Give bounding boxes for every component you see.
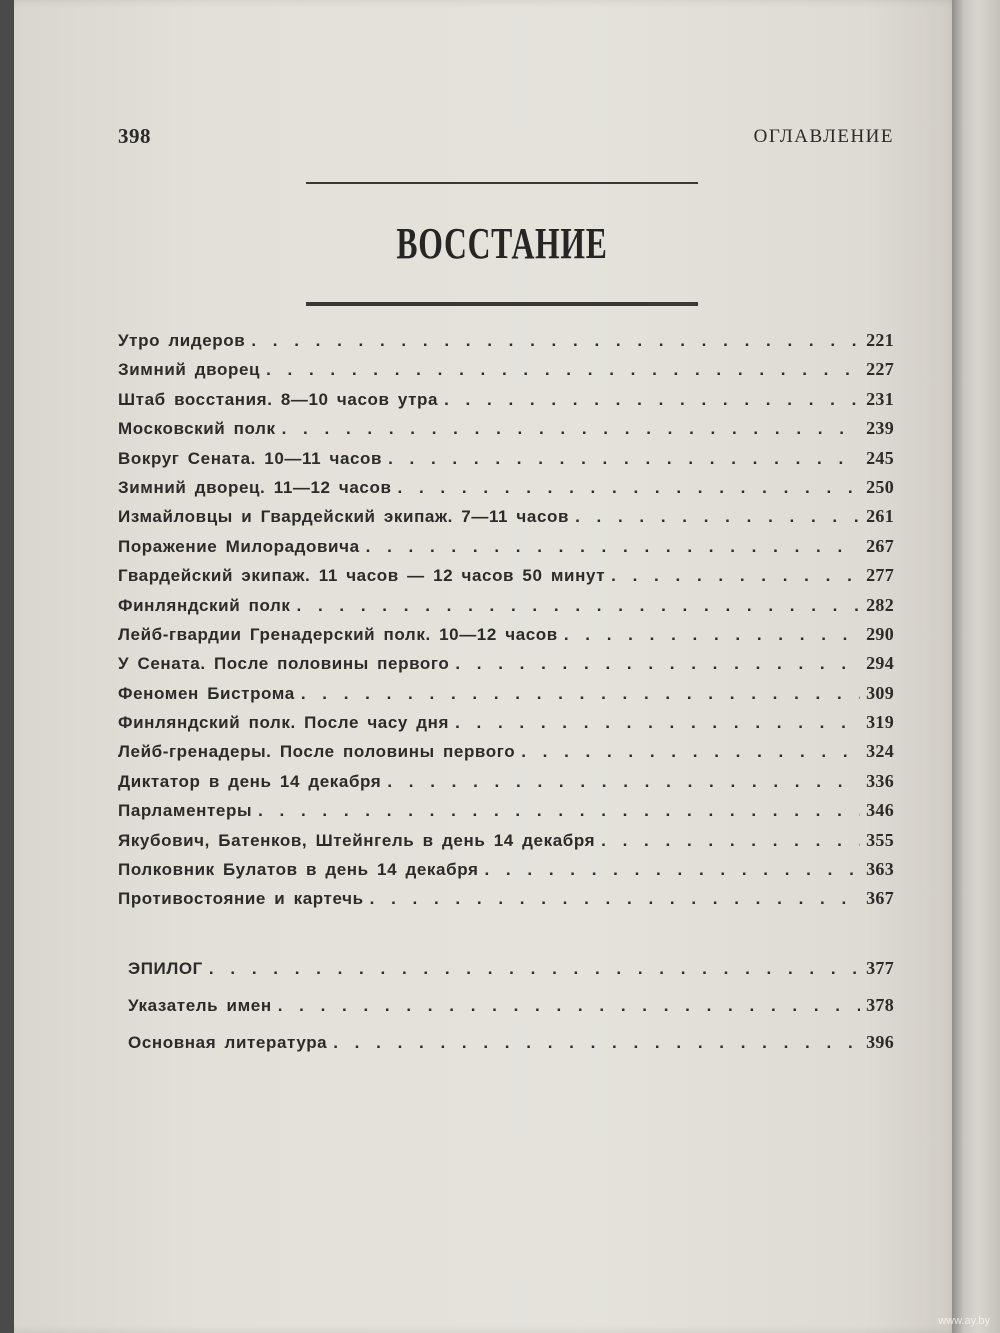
dot-leader [366,537,860,557]
dot-leader [444,390,860,410]
toc-entry-page: 277 [866,565,894,586]
toc-entry-page: 294 [866,653,894,674]
toc-entry [118,330,894,359]
dot-leader [484,860,860,880]
toc-entry-title: Якубович, Батенков, Штейнгель в день 14 декабря [118,830,596,850]
toc-entry-title: Противостояние и картечь [118,889,364,909]
toc-entry-page: 363 [866,859,894,880]
toc-entry-title: Зимний дворец. 11—12 часов [118,477,392,497]
toc-entry-page: 282 [866,594,894,615]
toc-entry [118,565,894,594]
back-matter-page: 377 [866,958,894,978]
toc-entry-page: 290 [866,623,894,644]
running-head [118,124,894,154]
toc-entry-page: 309 [866,682,894,703]
section-title: ВОССТАНИЕ [396,219,608,268]
page-number: 398 [118,124,151,148]
dot-leader [282,419,860,439]
back-matter-entry [128,995,894,1032]
toc-entry [118,712,894,741]
dot-leader [564,625,860,645]
toc-entry [118,800,894,829]
toc-entry-title: Гвардейский экипаж. 11 часов — 12 часов 50 минут [118,566,606,586]
dot-leader [398,478,861,498]
section-rule-bottom [306,302,698,306]
toc-entry-title: Поражение Милорадовича [118,536,360,556]
toc-entry-page: 355 [866,829,894,850]
toc-entry-title: Лейб-гвардии Гренадерский полк. 10—12 часов [118,624,558,644]
toc-entry-title: У Сената. После половины первого [118,654,450,674]
toc-entry [118,477,894,506]
toc-entry [118,771,894,800]
dot-leader [370,889,860,909]
toc-entry-page: 227 [866,359,894,380]
back-matter-list [128,958,894,1069]
dot-leader [209,959,860,979]
toc-entry [118,888,894,917]
toc-entry [118,418,894,447]
table-of-contents [118,330,894,918]
dot-leader [297,596,861,616]
toc-entry [118,359,894,388]
toc-entry-page: 231 [866,388,894,409]
toc-entry-title: Утро лидеров [118,331,246,350]
back-matter-title: Указатель имен [128,996,272,1015]
dot-leader [611,566,860,586]
toc-entry-page: 250 [866,476,894,497]
watermark: www.ay.by [938,1315,990,1327]
dot-leader [258,801,860,821]
back-matter-title: ЭПИЛОГ [128,959,203,978]
toc-entry-title: Штаб восстания. 8—10 часов утра [118,389,439,409]
dot-leader [601,831,860,851]
dot-leader [278,996,860,1016]
toc-entry-title: Полковник Булатов в день 14 декабря [118,860,479,880]
dot-leader [387,772,860,792]
toc-entry-title: Вокруг Сената. 10—11 часов [118,448,383,468]
toc-entry [118,624,894,653]
dot-leader [455,654,860,674]
back-matter-page: 378 [866,995,894,1015]
toc-entry [118,506,894,535]
dot-leader [575,507,860,527]
dot-leader [301,684,860,704]
toc-entry-title: Измайловцы и Гвардейский экипаж. 7—11 часов [118,507,570,527]
toc-entry [118,595,894,624]
toc-entry-page: 367 [866,888,894,909]
dot-leader [266,360,860,380]
toc-entry-title: Финляндский полк. После часу дня [118,713,450,733]
dot-leader [251,331,860,351]
toc-entry-title: Финляндский полк [118,595,291,615]
toc-entry-title: Парламентеры [118,801,253,821]
toc-entry [118,389,894,418]
next-page-edge [952,0,1000,1333]
dot-leader [333,1033,860,1053]
toc-entry-page: 261 [866,506,894,527]
running-title: ОГЛАВЛЕНИЕ [753,126,894,147]
back-matter-title: Основная литература [128,1033,328,1052]
toc-entry-page: 324 [866,741,894,762]
back-matter-entry [128,958,894,995]
toc-entry-page: 239 [866,418,894,439]
toc-entry [118,653,894,682]
toc-entry [118,448,894,477]
toc-entry [118,683,894,712]
dot-leader [455,713,860,733]
toc-entry [118,830,894,859]
back-matter-entry [128,1032,894,1069]
toc-entry [118,859,894,888]
toc-entry [118,741,894,770]
toc-entry-page: 336 [866,770,894,791]
dot-leader [388,449,860,469]
toc-entry-title: Диктатор в день 14 декабря [118,771,382,791]
toc-entry-title: Московский полк [118,419,276,439]
dot-leader [521,742,860,762]
toc-entry-page: 221 [866,330,894,350]
toc-entry [118,536,894,565]
back-matter-page: 396 [866,1032,894,1052]
toc-entry-title: Феномен Бистрома [118,683,295,703]
toc-entry-page: 267 [866,535,894,556]
toc-entry-title: Лейб-гренадеры. После половины первого [118,742,516,762]
section-rule-top [306,182,698,184]
toc-entry-page: 245 [866,447,894,468]
toc-entry-page: 319 [866,712,894,733]
toc-entry-page: 346 [866,800,894,821]
toc-entry-title: Зимний дворец [118,360,261,380]
